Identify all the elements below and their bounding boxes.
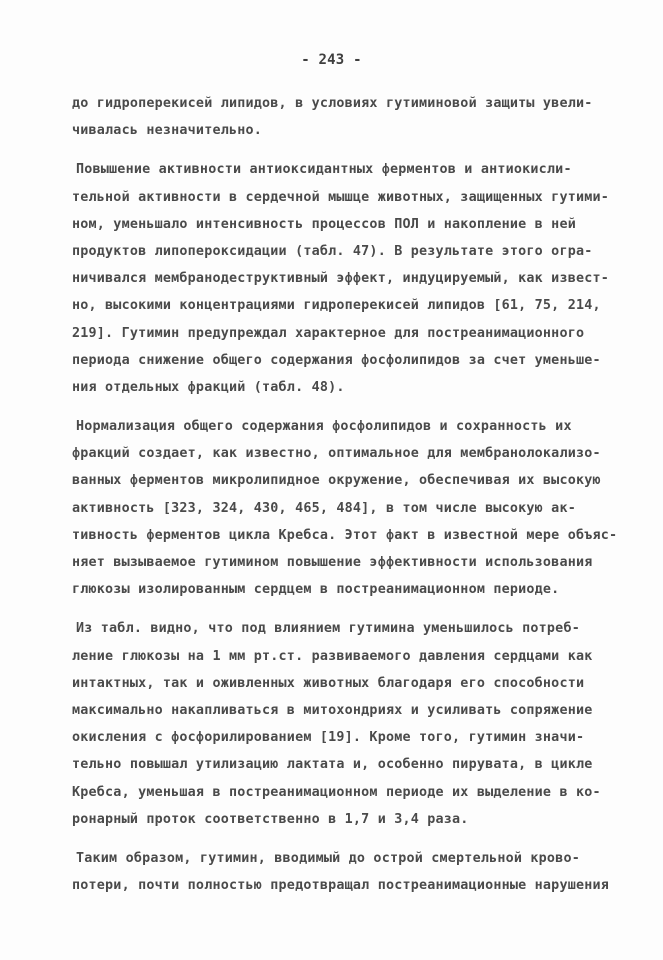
text-line: периода снижение общего содержания фосфолипидов за счет уменьше- <box>72 352 601 368</box>
text-line: продуктов липопероксидации (табл. 47). В результате этого огра- <box>72 243 593 259</box>
text-line: чивалась незначительно. <box>72 123 263 139</box>
paragraph-5 <box>72 845 632 899</box>
text-line: но, высокими концентрациями гидроперекисей липидов [61, 75, 214, <box>72 298 601 314</box>
text-line: ничивался мембранодеструктивный эффект, индуцируемый, как извест- <box>72 271 610 287</box>
text-line: Из табл. видно, что под влиянием гутимина уменьшилось потреб- <box>76 621 580 637</box>
page-number: - 243 - <box>301 52 362 68</box>
text-line: тельной активности в сердечной мышце животных, защищенных гутими- <box>72 189 610 205</box>
text-line: Кребса, уменьшая в постреанимационном периоде их выделение в ко- <box>72 784 601 800</box>
paragraph-1 <box>72 90 632 144</box>
text-line: ление глюкозы на 1 мм рт.ст. развиваемого давления сердцами как <box>72 648 593 664</box>
body-text <box>72 90 632 899</box>
text-line: глюкозы изолированным сердцем в постреанимационном периоде. <box>72 582 560 598</box>
text-line: тельно повышал утилизацию лактата и, особенно пирувата, в цикле <box>72 757 593 773</box>
text-line: ния отдельных фракций (табл. 48). <box>72 379 345 395</box>
text-line: няет вызываемое гутимином повышение эффективности использования <box>72 555 593 570</box>
paragraph-4 <box>72 615 632 833</box>
text-line: Нормализация общего содержания фосфолипидов и сохранность их <box>76 419 572 435</box>
text-line: 219]. Гутимин предупреждал характерное для постреанимационного <box>72 325 585 341</box>
text-line: активность [323, 324, 430, 465, 484], в том числе высокую ак- <box>72 500 576 516</box>
text-line: окисления с фосфорилированием [19]. Кроме того, гутимин значи- <box>72 730 585 746</box>
text-line: Повышение активности антиоксидантных ферментов и антиокисли- <box>76 162 572 178</box>
text-line: тивность ферментов цикла Кребса. Этот факт в известной мере объяс- <box>72 527 618 543</box>
text-line: до гидроперекисей липидов, в условиях гутиминовой защиты увели- <box>72 96 593 111</box>
text-line: ванных ферментов микролипидное окружение, обеспечивая их высокую <box>72 473 601 489</box>
text-line: ном, уменьшало интенсивность процессов ПОЛ и накопление в ней <box>72 216 576 232</box>
text-line: Таким образом, гутимин, вводимый до острой смертельной крово- <box>76 850 580 866</box>
text-line: интактных, так и оживленных животных благодаря его способности <box>72 675 585 691</box>
paragraph-3 <box>72 413 632 603</box>
text-line: максимально накапливаться в митохондриях и усиливать сопряжение <box>72 702 593 718</box>
text-line: ронарный проток соответственно в 1,7 и 3,4 раза. <box>72 811 469 827</box>
text-line: фракций создает, как известно, оптимальное для мембранолокализо- <box>72 446 601 462</box>
text-line: потери, почти полностью предотвращал постреанимационные нарушения <box>72 878 610 894</box>
paragraph-2 <box>72 156 632 401</box>
